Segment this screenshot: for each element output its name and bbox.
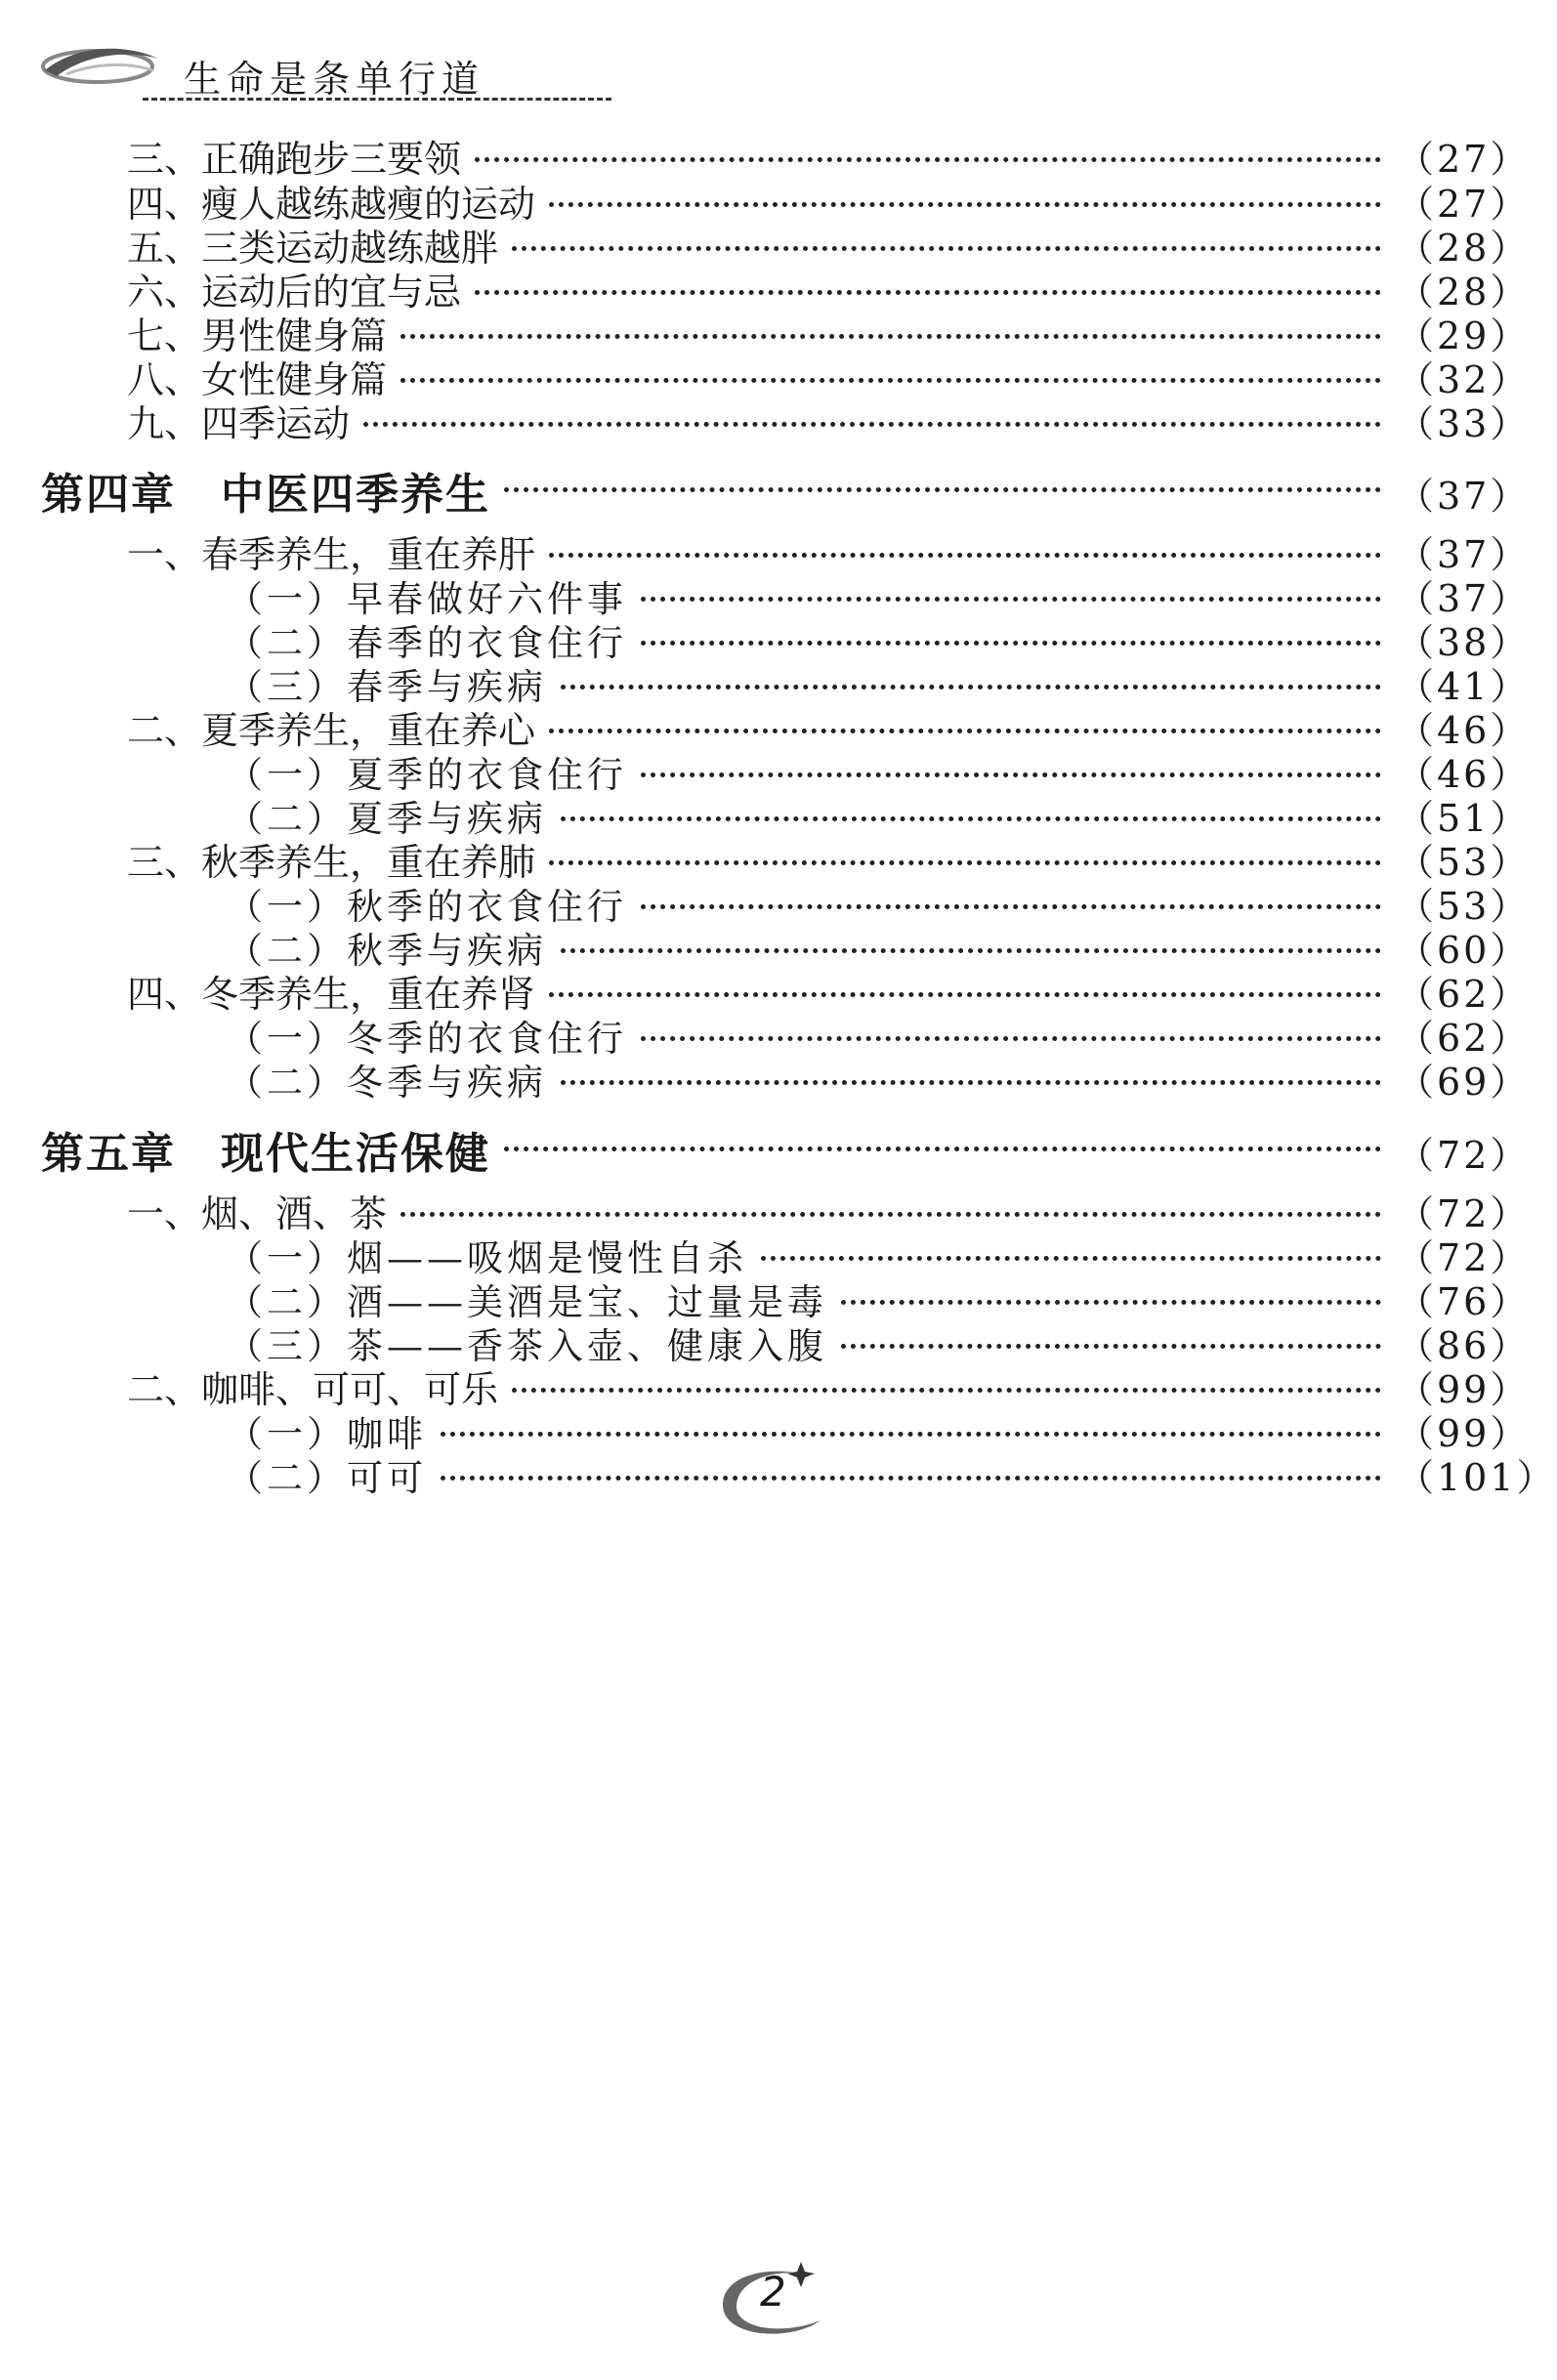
- toc-entry-title: 二、咖啡、可可、可乐: [127, 1368, 499, 1411]
- toc-entry-page: （62）: [1397, 1017, 1531, 1060]
- toc-entry-page: （86）: [1397, 1324, 1531, 1367]
- toc-entry-title: （二）夏季与疾病: [227, 798, 547, 840]
- dot-leader: [504, 1147, 1381, 1151]
- toc-entry-page: （72）: [1397, 1192, 1531, 1235]
- toc-entry-title: （一）早春做好六件事: [227, 578, 627, 620]
- page-footer: [703, 2256, 840, 2344]
- toc-entry-page: （62）: [1397, 973, 1531, 1016]
- toc-entry-page: （29）: [1397, 314, 1531, 357]
- toc-entry-page: （46）: [1397, 753, 1531, 796]
- toc-entry-page: （28）: [1397, 271, 1531, 313]
- toc-entry-page: （72）: [1397, 1134, 1531, 1177]
- toc-entry-title: 四、瘦人越练越瘦的运动: [127, 183, 536, 226]
- toc-entry-title: （二）冬季与疾病: [227, 1062, 547, 1104]
- toc-entry-title: （三）春季与疾病: [227, 666, 547, 708]
- toc-chapter-entry: [0, 459, 1531, 520]
- toc-entry: [0, 129, 1530, 180]
- toc-entry-title: 八、女性健身篇: [127, 358, 388, 401]
- toc-entry-page: （99）: [1397, 1368, 1531, 1411]
- toc-entry: [0, 1447, 1557, 1499]
- dot-leader: [512, 246, 1381, 251]
- dot-leader: [549, 202, 1381, 207]
- dot-leader: [561, 948, 1381, 953]
- toc-entry-page: （69）: [1397, 1061, 1531, 1104]
- dot-leader: [363, 422, 1381, 427]
- toc-entry-page: （37）: [1397, 475, 1531, 518]
- toc-entry-page: （51）: [1397, 797, 1531, 840]
- dot-leader: [512, 1388, 1381, 1393]
- toc-entry-page: （99）: [1397, 1412, 1531, 1455]
- dot-leader: [641, 772, 1381, 777]
- toc-entry-page: （27）: [1397, 138, 1531, 181]
- toc-entry-page: （53）: [1397, 841, 1531, 884]
- toc-entry-page: （53）: [1397, 885, 1531, 928]
- toc-entry-title: （二）春季的衣食住行: [227, 622, 627, 664]
- toc-entry-title: 一、烟、酒、茶: [127, 1192, 388, 1235]
- header-divider: [143, 98, 611, 101]
- toc-entry-title: 二、夏季养生，重在养心: [127, 709, 536, 752]
- toc-entry-page: （60）: [1397, 929, 1531, 972]
- toc-entry-title: （一）咖啡: [227, 1413, 427, 1455]
- toc-entry-title: 第五章 现代生活保健: [41, 1129, 490, 1179]
- toc-entry-title: 四、冬季养生，重在养肾: [127, 973, 536, 1016]
- toc-entry-page: （72）: [1397, 1236, 1531, 1279]
- toc-entry-page: （101）: [1397, 1456, 1557, 1499]
- toc-entry-title: 五、三类运动越练越胖: [127, 227, 499, 270]
- toc-entry-title: 七、男性健身篇: [127, 314, 388, 357]
- dot-leader: [641, 1036, 1381, 1041]
- toc-entry-title: （二）酒——美酒是宝、过量是毒: [227, 1281, 827, 1323]
- dot-leader: [561, 1080, 1381, 1085]
- dot-leader: [400, 1212, 1381, 1217]
- toc-entry-page: （38）: [1397, 621, 1531, 664]
- toc-entry-title: 三、正确跑步三要领: [127, 138, 462, 181]
- toc-entry-title: （二）可可: [227, 1457, 427, 1499]
- toc-entry-page: （27）: [1397, 183, 1531, 226]
- toc-entry-title: 三、秋季养生，重在养肺: [127, 841, 536, 884]
- toc-entry-title: 六、运动后的宜与忌: [127, 271, 462, 313]
- toc-entry-title: （一）冬季的衣食住行: [227, 1018, 627, 1060]
- toc-entry-title: （一）夏季的衣食住行: [227, 754, 627, 796]
- dot-leader: [549, 860, 1381, 865]
- running-header: [37, 37, 584, 105]
- dot-leader: [841, 1300, 1381, 1305]
- dot-leader: [641, 641, 1381, 646]
- toc-entry-title: 九、四季运动: [127, 402, 351, 445]
- dot-leader: [441, 1432, 1381, 1437]
- toc-entry: [0, 394, 1530, 444]
- toc-entry-page: （41）: [1397, 665, 1531, 708]
- toc-entry-title: （三）茶——香茶入壶、健康入腹: [227, 1325, 827, 1367]
- toc-entry-title: 第四章 中医四季养生: [41, 470, 490, 520]
- toc-entry-title: （二）秋季与疾病: [227, 930, 547, 972]
- toc-entry-page: （33）: [1397, 402, 1531, 445]
- toc-entry: [0, 1052, 1530, 1103]
- dot-leader: [841, 1344, 1381, 1349]
- toc-entry-page: （32）: [1397, 358, 1531, 401]
- dot-leader: [549, 729, 1381, 733]
- dot-leader: [475, 157, 1381, 162]
- toc-entry-title: （一）烟——吸烟是慢性自杀: [227, 1237, 747, 1279]
- dot-leader: [561, 685, 1381, 689]
- dot-leader: [561, 816, 1381, 821]
- dot-leader: [504, 487, 1381, 492]
- toc-entry-page: （37）: [1397, 577, 1531, 620]
- book-title: 生命是条单行道: [184, 58, 485, 101]
- toc-chapter-entry: [0, 1118, 1531, 1179]
- swoosh-logo-icon: [37, 37, 164, 96]
- dot-leader: [641, 597, 1381, 602]
- page-number: 2: [760, 2268, 786, 2316]
- toc-entry-title: 一、春季养生，重在养肝: [127, 533, 536, 576]
- toc-entry-page: （46）: [1397, 709, 1531, 752]
- dot-leader: [549, 553, 1381, 558]
- dot-leader: [641, 904, 1381, 909]
- dot-leader: [441, 1476, 1381, 1481]
- dot-leader: [400, 378, 1381, 383]
- toc-entry-page: （76）: [1397, 1280, 1531, 1323]
- toc-entry-title: （一）秋季的衣食住行: [227, 886, 627, 928]
- dot-leader: [475, 290, 1381, 295]
- toc-entry-page: （37）: [1397, 533, 1531, 576]
- dot-leader: [549, 992, 1381, 997]
- dot-leader: [761, 1256, 1381, 1261]
- toc-entry-page: （28）: [1397, 227, 1531, 270]
- dot-leader: [400, 334, 1381, 339]
